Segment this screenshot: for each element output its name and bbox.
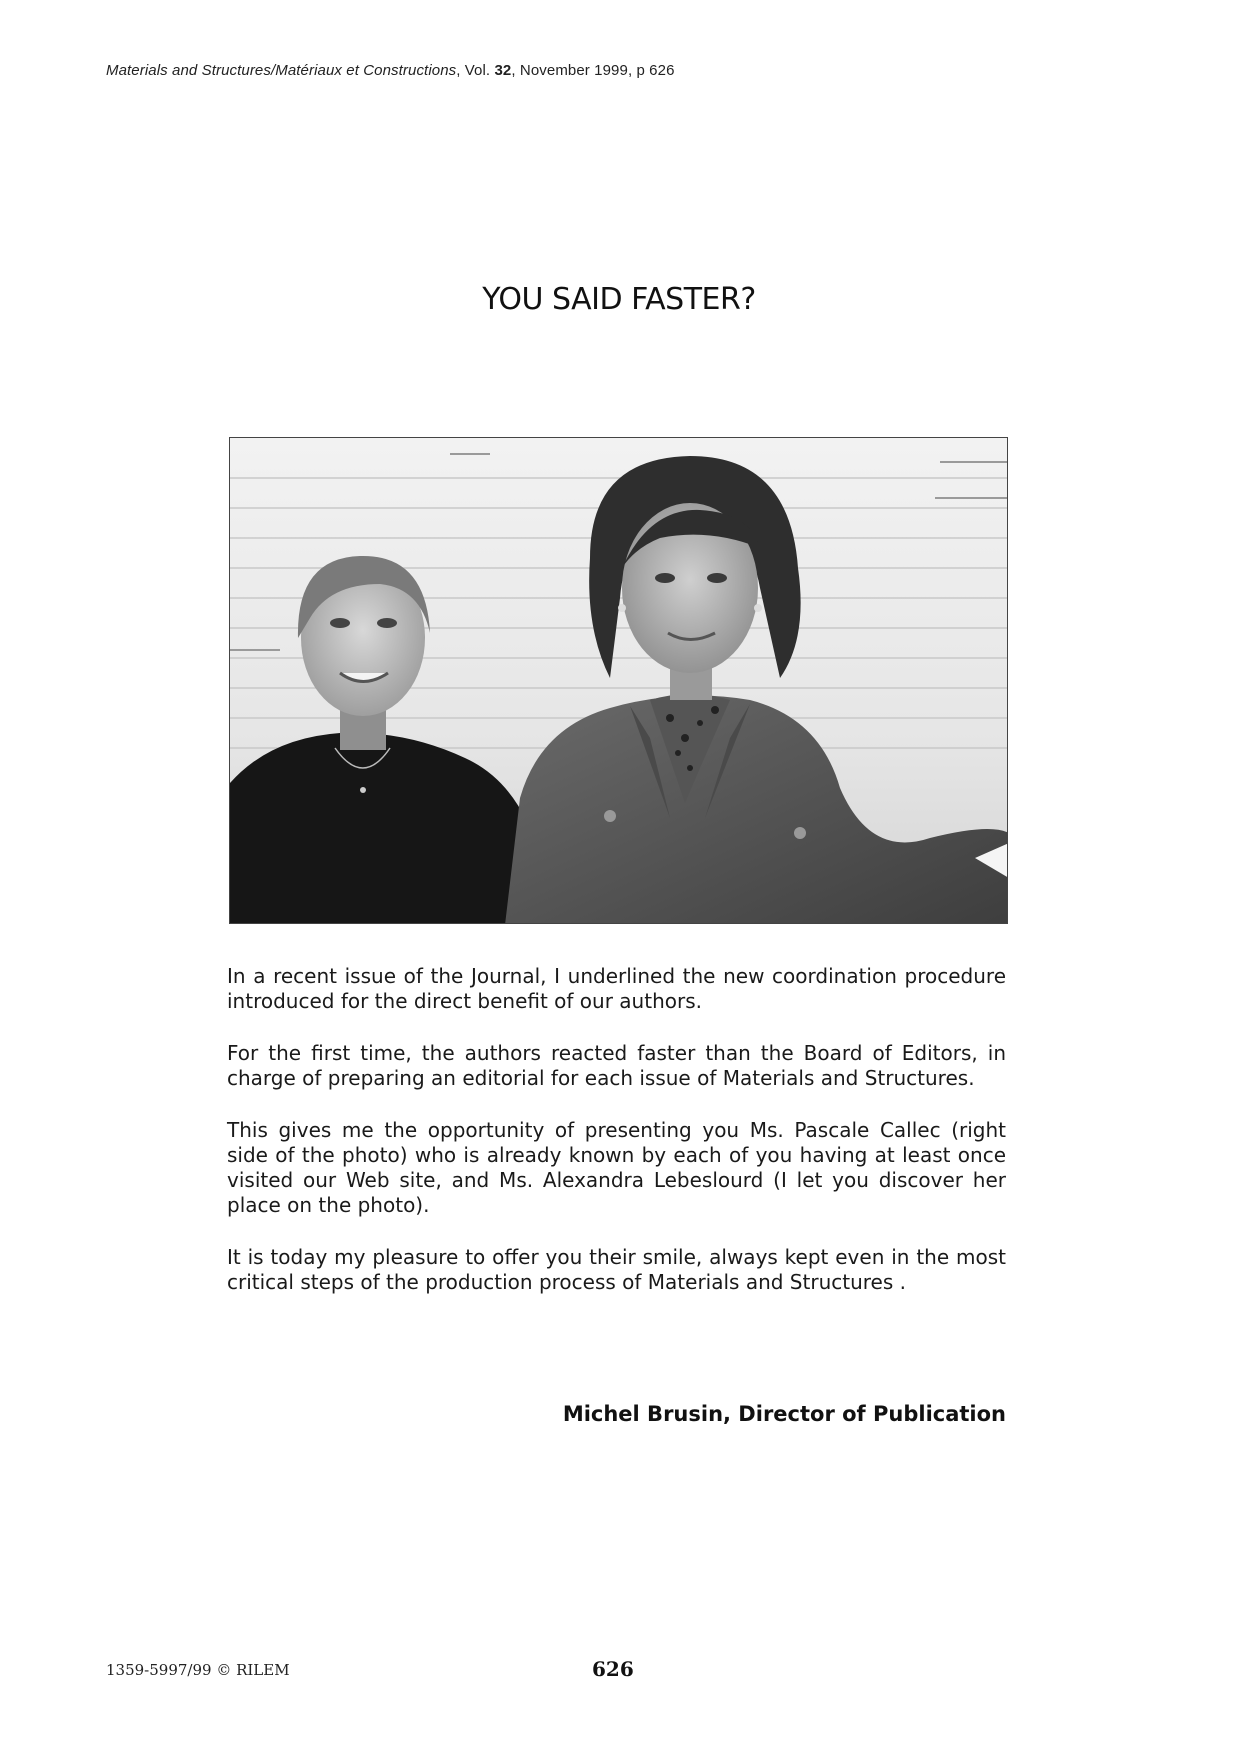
paragraph-2: For the first time, the authors reacted faster than the Board of Editors, in charge of preparing an editorial for each issue of Materials and Structures. [227,1041,1006,1090]
paragraph-1: In a recent issue of the Journal, I underlined the new coordination procedure introduced for the direct benefit of our authors. [227,964,1006,1013]
portrait-photo [229,437,1008,924]
signature: Michel Brusin, Director of Publication [562,1402,1006,1426]
editorial-body [227,964,1006,1322]
page-title: YOU SAID FASTER? [482,282,756,317]
journal-name: Materials and Structures/Matériaux et Constructions [106,62,457,79]
paragraph-4: It is today my pleasure to offer you their smile, always kept even in the most critical steps of the production process of Materials and Structures . [227,1245,1006,1294]
paragraph-3: This gives me the opportunity of presenting you Ms. Pascale Callec (right side of the photo) who is already known by each of you having at least once visited our Web site, and Ms. Alexandra Lebeslourd (I let you discover her place on the photo). [227,1118,1006,1217]
volume-number: 32 [494,62,512,79]
issn-copyright: 1359-5997/99 © RILEM [106,1661,290,1679]
page-number: 626 [592,1657,634,1681]
volume-label: , Vol. [456,62,495,79]
issue-date-page: , November 1999, p 626 [511,62,675,79]
running-head [106,62,675,79]
